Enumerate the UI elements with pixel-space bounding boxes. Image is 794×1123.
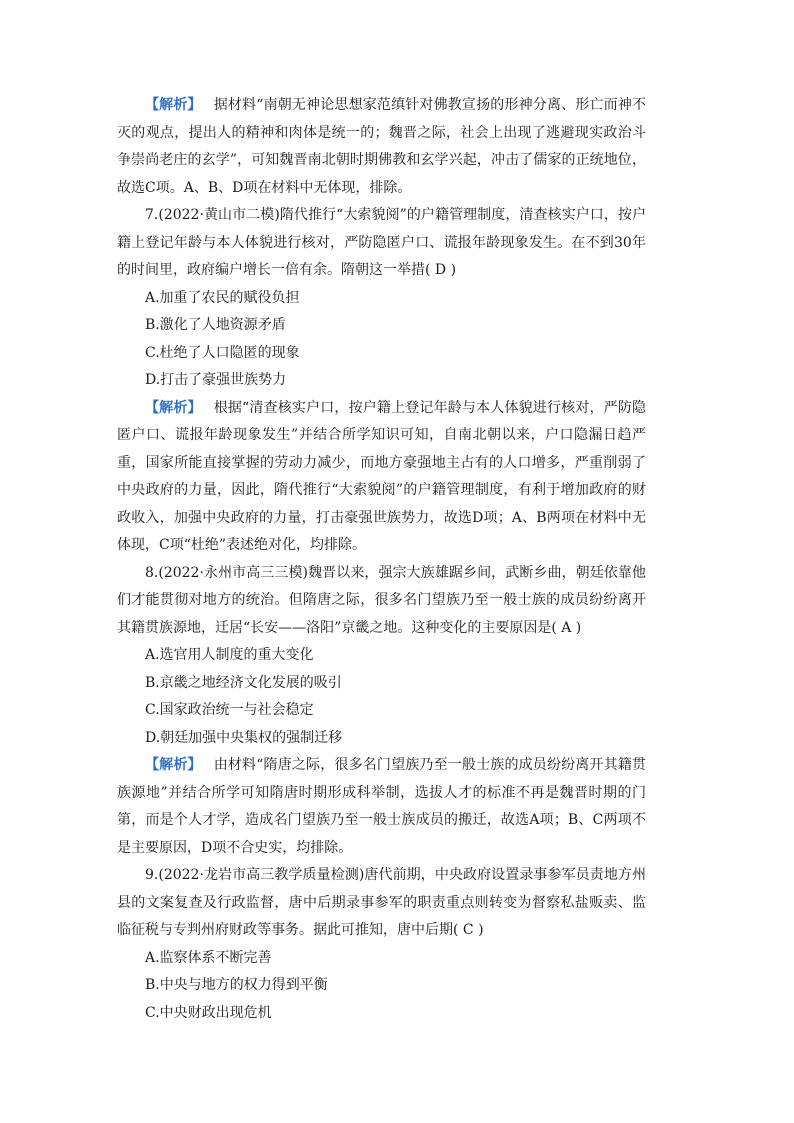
question-9-stem: 9.(2022·龙岩市高三教学质量检测)唐代前期，中央政府设置录事参军员责地方州县的文案复查及行政监督，唐中后期录事参军的职责重点则转变为督察私盐贩卖、监临征税与专判州府财政等事务。据此可推知，唐中后期( C ) (117, 867, 646, 938)
analysis-text: 据材料“南朝无神论思想家范缜针对佛教宣扬的形神分离、形亡而神不灭的观点，提出人的精神和肉体是统一的；魏晋之际，社会上出现了逃避现实政治斗争崇尚老庄的玄学”，可知魏晋南北朝时期佛教和玄学兴起，冲击了儒家的正统地位，故选C项。A、B、D项在材料中无体现，排除。 (117, 97, 646, 196)
analysis-tag: 【解析】 (145, 399, 202, 416)
question-8-option-c: C.国家政治统一与社会稳定 (145, 702, 314, 718)
question-7-option-d: D.打击了豪强世族势力 (145, 372, 287, 388)
question-9-option-c: C.中央财政出现危机 (145, 1004, 272, 1021)
analysis-tag: 【解析】 (145, 757, 202, 773)
analysis-paragraph (117, 752, 646, 862)
analysis-text: 由材料“隋唐之际，很多名门望族乃至一般士族的成员纷纷离开其籍贯族源地”并结合所学可知隋唐时期形成科举制，选拔人才的标准不再是魏晋时期的门第，而是个人才学，造成名门望族乃至一般士族成员的搬迁，故选A项；B、C两项不是主要原因，D项不合史实，均排除。 (117, 757, 646, 856)
question-8-option-a: A.选官用人制度的重大变化 (145, 647, 314, 663)
question-9-option-a: A.监察体系不断完善 (145, 949, 272, 966)
analysis-text: 根据“清查核实户口，按户籍上登记年龄与本人体貌进行核对，严防隐匿户口、谎报年龄现象发生”并结合所学知识可知，自南北朝以来，户口隐漏日趋严重，国家所能直接掌握的劳动力减少，而地方豪强地主占有的人口增多，严重削弱了中央政府的力量，因此，隋代推行“大索貌阅”的户籍管理制度，有利于增加政府的财政收入，加强中央政府的力量，打击豪强世族势力，故选D项；A、B两项在材料中无体现，C项“杜绝”表述绝对化，均排除。 (117, 399, 646, 553)
question-7-option-a: A.加重了农民的赋役负担 (145, 289, 300, 306)
question-7-option-c: C.杜绝了人口隐匿的现象 (145, 344, 300, 361)
analysis-tag: 【解析】 (145, 97, 202, 113)
question-8-option-d: D.朝廷加强中央集权的强制迁移 (145, 729, 343, 746)
question-7-stem: 7.(2022·黄山市二模)隋代推行“大索貌阅”的户籍管理制度，清查核实户口，按户籍上登记年龄与本人体貌进行核对，严防隐匿户口、谎报年龄现象发生。在不到30年的时间里，政府编户增长一倍有余。隋朝这一举措( D ) (117, 207, 646, 278)
analysis-paragraph (117, 92, 646, 202)
question-7-option-b: B.激化了人地资源矛盾 (145, 317, 286, 333)
question-8-stem: 8.(2022·永州市高三三模)魏晋以来，强宗大族雄踞乡间，武断乡曲，朝廷依靠他们才能贯彻对地方的统治。但隋唐之际，很多名门望族乃至一般士族的成员纷纷离开其籍贯族源地，迁居“长安——洛阳”京畿之地。这种变化的主要原因是( A ) (117, 564, 646, 636)
question-8-option-b: B.京畿之地经济文化发展的吸引 (145, 674, 342, 691)
analysis-paragraph (117, 395, 646, 560)
question-9-option-b: B.中央与地方的权力得到平衡 (145, 977, 328, 993)
